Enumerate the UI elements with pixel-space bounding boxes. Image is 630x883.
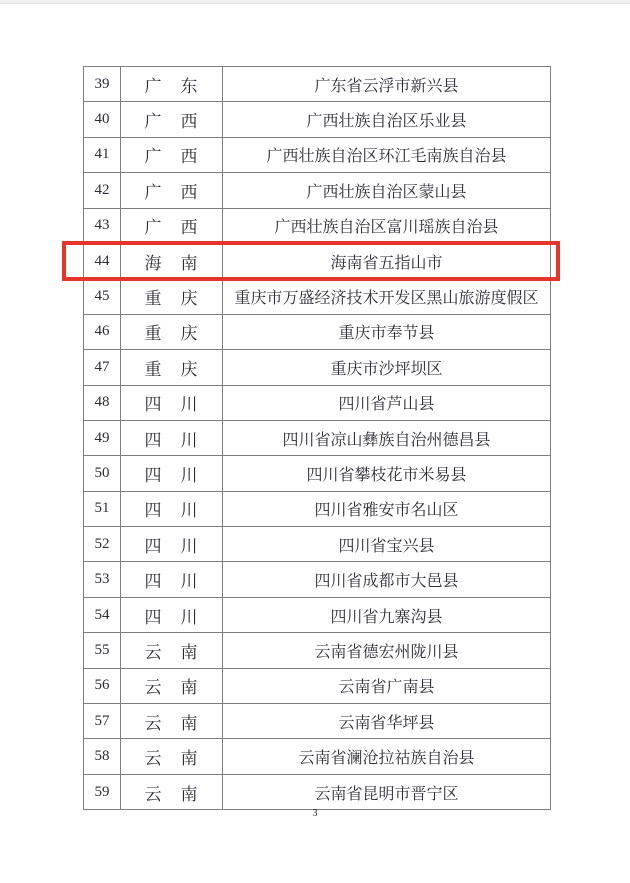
row-province: 四 川 [121,421,223,455]
table-row [84,703,550,738]
table-row [84,491,550,526]
row-index: 49 [84,421,121,455]
row-index: 55 [84,633,121,667]
row-region: 云南省昆明市晋宁区 [314,785,459,803]
row-region: 重庆市沙坪坝区 [330,360,443,378]
table-row [84,385,550,420]
row-index: 40 [84,102,121,136]
row-province: 四 川 [121,386,223,420]
row-region: 广西壮族自治区蒙山县 [306,183,467,201]
table-row [84,774,550,809]
row-region: 广西壮族自治区富川瑶族自治县 [274,219,499,237]
table-row [84,738,550,773]
row-region: 四川省成都市大邑县 [314,573,459,591]
row-region: 云南省德宏州陇川县 [314,643,459,661]
row-index: 44 [84,244,121,278]
row-province: 广 西 [121,173,223,207]
row-province: 云 南 [121,775,223,809]
row-index: 47 [84,350,121,384]
row-index: 43 [84,209,121,243]
row-province: 重 庆 [121,315,223,349]
row-index: 45 [84,279,121,313]
row-index: 53 [84,562,121,596]
row-province: 广 西 [121,102,223,136]
row-province: 四 川 [121,562,223,596]
row-province: 广 西 [121,138,223,172]
row-region: 四川省雅安市名山区 [314,502,459,520]
row-region: 四川省攀枝花市米易县 [306,466,467,484]
table-row [84,314,550,349]
row-province: 广 东 [121,67,223,101]
row-province: 重 庆 [121,279,223,313]
row-region: 云南省华坪县 [338,714,435,732]
table-row [84,420,550,455]
table-row [84,101,550,136]
row-province: 四 川 [121,598,223,632]
row-index: 59 [84,775,121,809]
row-region: 云南省澜沧拉祜族自治县 [298,750,475,768]
row-index: 54 [84,598,121,632]
row-province: 四 川 [121,456,223,490]
row-region: 广西壮族自治区乐业县 [306,113,467,131]
table-row [84,137,550,172]
row-index: 48 [84,386,121,420]
region-table [83,66,551,810]
row-index: 58 [84,739,121,773]
row-region: 四川省凉山彝族自治州德昌县 [282,431,491,449]
row-region: 四川省宝兴县 [338,537,435,555]
table-row [84,349,550,384]
row-region: 广东省云浮市新兴县 [314,77,459,95]
row-index: 50 [84,456,121,490]
row-province: 重 庆 [121,350,223,384]
row-index: 56 [84,669,121,703]
row-province: 四 川 [121,492,223,526]
table-row [84,208,550,243]
page-edge-divider [0,0,630,4]
row-province: 海 南 [121,244,223,278]
row-region: 四川省九寨沟县 [330,608,443,626]
row-region: 云南省广南县 [338,679,435,697]
row-province: 云 南 [121,669,223,703]
table-row [84,526,550,561]
table-row [84,243,550,278]
table-row [84,632,550,667]
row-province: 云 南 [121,704,223,738]
row-region: 四川省芦山县 [338,396,435,414]
row-index: 57 [84,704,121,738]
row-region: 广西壮族自治区环江毛南族自治县 [266,148,507,166]
row-province: 云 南 [121,633,223,667]
row-province: 四 川 [121,527,223,561]
row-index: 42 [84,173,121,207]
table-row [84,668,550,703]
table-row [84,172,550,207]
row-region: 重庆市万盛经济技术开发区黑山旅游度假区 [234,290,539,308]
row-province: 广 西 [121,209,223,243]
row-index: 39 [84,67,121,101]
row-region: 海南省五指山市 [330,254,443,272]
table-row [84,455,550,490]
row-index: 41 [84,138,121,172]
page-number: 3 [312,808,318,819]
row-index: 46 [84,315,121,349]
table-row [84,597,550,632]
row-index: 52 [84,527,121,561]
row-region: 重庆市奉节县 [338,325,435,343]
table-row [84,67,550,101]
table-row [84,278,550,313]
row-province: 云 南 [121,739,223,773]
table-row [84,561,550,596]
row-index: 51 [84,492,121,526]
